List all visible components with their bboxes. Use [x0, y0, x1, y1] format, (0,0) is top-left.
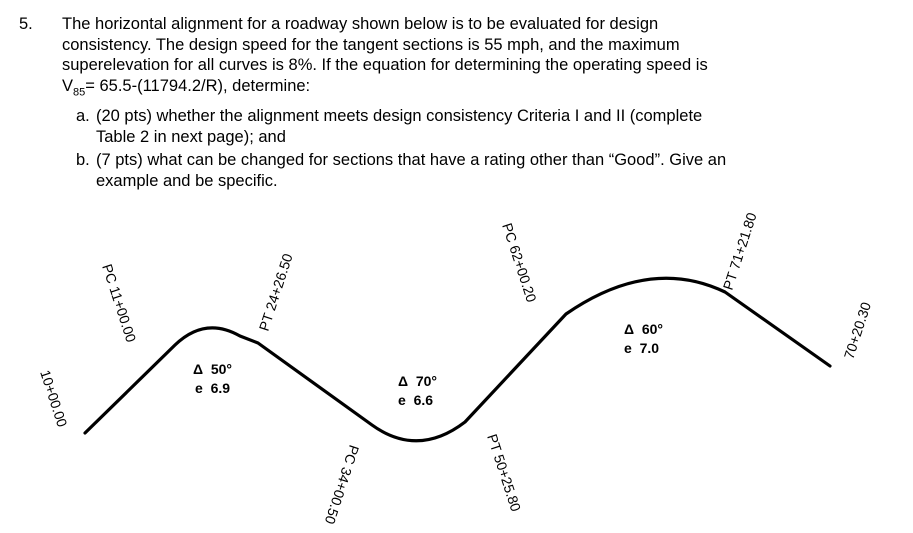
intro-line-1: The horizontal alignment for a roadway shown below is to be evaluated for design [62, 15, 659, 33]
speed-subscript: 85 [73, 85, 86, 98]
part-a-line-2: Table 2 in next page); and [96, 127, 286, 146]
problem-number: 5. [19, 15, 33, 33]
part-b-label: b. [76, 151, 90, 169]
station-label-pt-2: PT 50+25.80 [484, 431, 525, 514]
station-label-pt-1: PT 24+26.50 [255, 251, 296, 333]
equation-text: = 65.5-(11794.2/R), determine: [85, 76, 311, 95]
station-label-start: 10+00.00 [37, 367, 71, 429]
curve-1-delta: Δ 50° [193, 361, 233, 377]
part-a-line-1: (20 pts) whether the alignment meets design consistency Criteria I and II (complete [96, 107, 703, 125]
curve-3-e: e 7.0 [624, 340, 660, 356]
curve-2-delta: Δ 70° [398, 373, 438, 389]
part-b-line-2: example and be specific. [96, 171, 278, 190]
station-label-pt-3: PT 71+21.80 [719, 210, 760, 292]
curve-3-delta: Δ 60° [624, 321, 664, 337]
part-a-label: a. [76, 107, 90, 125]
intro-line-2: consistency. The design speed for the tangent sections is 55 mph, and the maximum [62, 35, 680, 54]
intro-line-3: superelevation for all curves is 8%. If the equation for determining the operating speed is [62, 56, 708, 74]
alignment-path [85, 278, 830, 441]
curve-1-e: e 6.9 [195, 380, 231, 396]
station-label-pc-1: PC 11+00.00 [99, 261, 140, 345]
part-b-line-1: (7 pts) what can be changed for sections that have a rating other than “Good”. Give an [96, 151, 727, 169]
station-label-end: 70+20.30 [840, 300, 875, 361]
station-label-pc-2: PC 34+00.50 [321, 443, 363, 527]
curve-2-e: e 6.6 [398, 392, 434, 408]
speed-symbol: V [62, 76, 74, 95]
station-label-pc-3: PC 62+00.20 [499, 220, 540, 305]
